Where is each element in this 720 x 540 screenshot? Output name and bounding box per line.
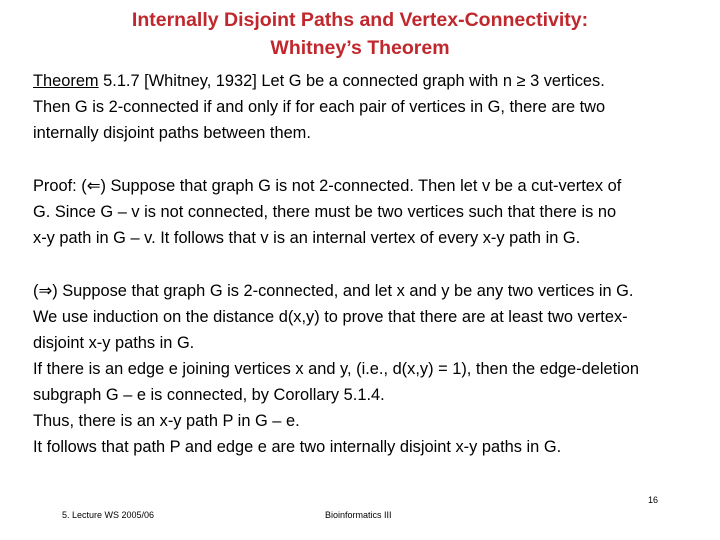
theorem-line-1-text: 5.1.7 [Whitney, 1932] Let G be a connected graph with n ≥ 3 vertices. [98, 72, 605, 90]
slide-title [0, 6, 720, 62]
theorem-line-2: Then G is 2-connected if and only if for each pair of vertices in G, there are two [33, 98, 606, 116]
slide-body [33, 68, 713, 460]
proof-line-1: Proof: (⇐) Suppose that graph G is not 2-connected. Then let v be a cut-vertex of [33, 177, 622, 195]
slide-title-line-1: Internally Disjoint Paths and Vertex-Connectivity: [131, 9, 589, 31]
theorem-line-3: internally disjoint paths between them. [33, 124, 311, 142]
converse-line-5: subgraph G – e is connected, by Corollary 5.1.4. [33, 386, 385, 404]
converse-line-2: We use induction on the distance d(x,y) to prove that there are at least two vertex- [33, 308, 628, 326]
theorem-line-1 [33, 68, 713, 94]
slide-title-line-2: Whitney’s Theorem [270, 37, 450, 59]
theorem-label: Theorem [33, 72, 99, 90]
proof-line-2: G. Since G – v is not connected, there must be two vertices such that there is no [33, 203, 617, 221]
proof-line-3: x-y path in G – v. It follows that v is an internal vertex of every x-y path in G. [33, 229, 581, 247]
converse-line-7: It follows that path P and edge e are two internally disjoint x-y paths in G. [33, 438, 562, 456]
theorem-paragraph [33, 68, 713, 146]
converse-line-1: (⇒) Suppose that graph G is 2-connected, and let x and y be any two vertices in G. [33, 282, 634, 300]
footer-course: Bioinformatics III [325, 510, 392, 520]
converse-paragraph [33, 278, 713, 460]
footer-lecture: 5. Lecture WS 2005/06 [62, 510, 155, 520]
converse-line-4: If there is an edge e joining vertices x and y, (i.e., d(x,y) = 1), then the edge-deletion [33, 360, 640, 378]
converse-line-3: disjoint x-y paths in G. [33, 334, 195, 352]
page-number: 16 [648, 495, 659, 505]
converse-line-6: Thus, there is an x-y path P in G – e. [33, 412, 300, 430]
proof-paragraph [33, 173, 713, 251]
